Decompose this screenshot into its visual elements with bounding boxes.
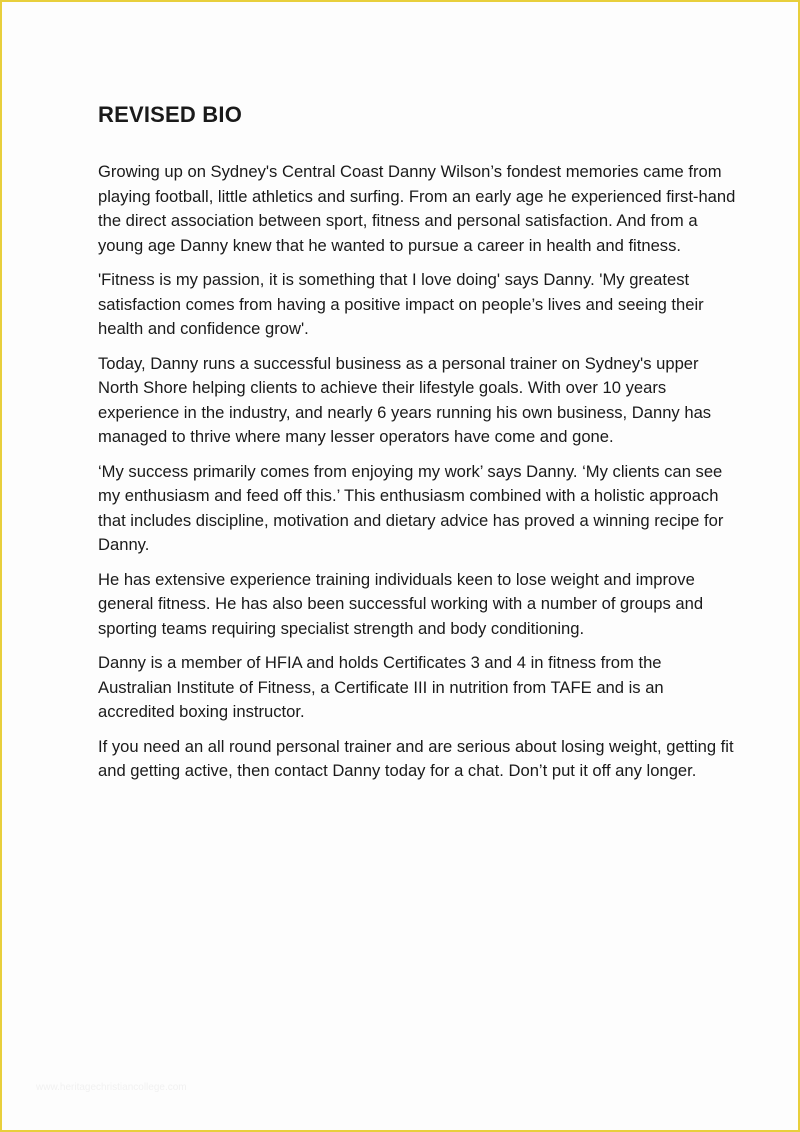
paragraph-qualifications: Danny is a member of HFIA and holds Certificates 3 and 4 in fitness from the Australian Institute of Fitness, a Certificate III in nutrition from TAFE and is an accredited boxing instructor. [98, 653, 664, 721]
paragraph-call-to-action: If you need an all round personal trainer and are serious about losing weight, getting fit and getting active, then contact Danny today for a chat. Don’t put it off any longer. [98, 736, 734, 780]
document-title: REVISED BIO [98, 102, 243, 127]
watermark-text: www.heritagechristiancollege.com [36, 1082, 187, 1093]
paragraph-childhood: Growing up on Sydney's Central Coast Danny Wilson’s fondest memories came from playing football, little athletics and surfing. From an early age he experienced first-hand the direct association between sport, fitness and personal satisfaction. And from a young age Danny knew that he wanted to pursue a career in health and fitness. [98, 162, 736, 255]
document-body [98, 100, 738, 794]
paragraph-experience: He has extensive experience training individuals keen to lose weight and improve general fitness. He has also been successful working with a number of groups and sporting teams requiring specialist strength and body conditioning. [98, 569, 704, 638]
paragraph-business: Today, Danny runs a successful business as a personal trainer on Sydney's upper North Shore helping clients to achieve their lifestyle goals. With over 10 years experience in the industry, and nearly 6 years running his own business, Danny has managed to thrive where many lesser operators have come and gone. [98, 353, 712, 446]
paragraph-success-quote: ‘My success primarily comes from enjoying my work’ says Danny. ‘My clients can see my enthusiasm and feed off this.’ This enthusiasm combined with a holistic approach that includes discipline, motivation and dietary advice has proved a winning recipe for Danny. [98, 461, 724, 554]
paragraph-passion-quote: 'Fitness is my passion, it is something that I love doing' says Danny. 'My greatest satisfaction comes from having a positive impact on people’s lives and seeing their health and confidence grow'. [98, 270, 704, 338]
